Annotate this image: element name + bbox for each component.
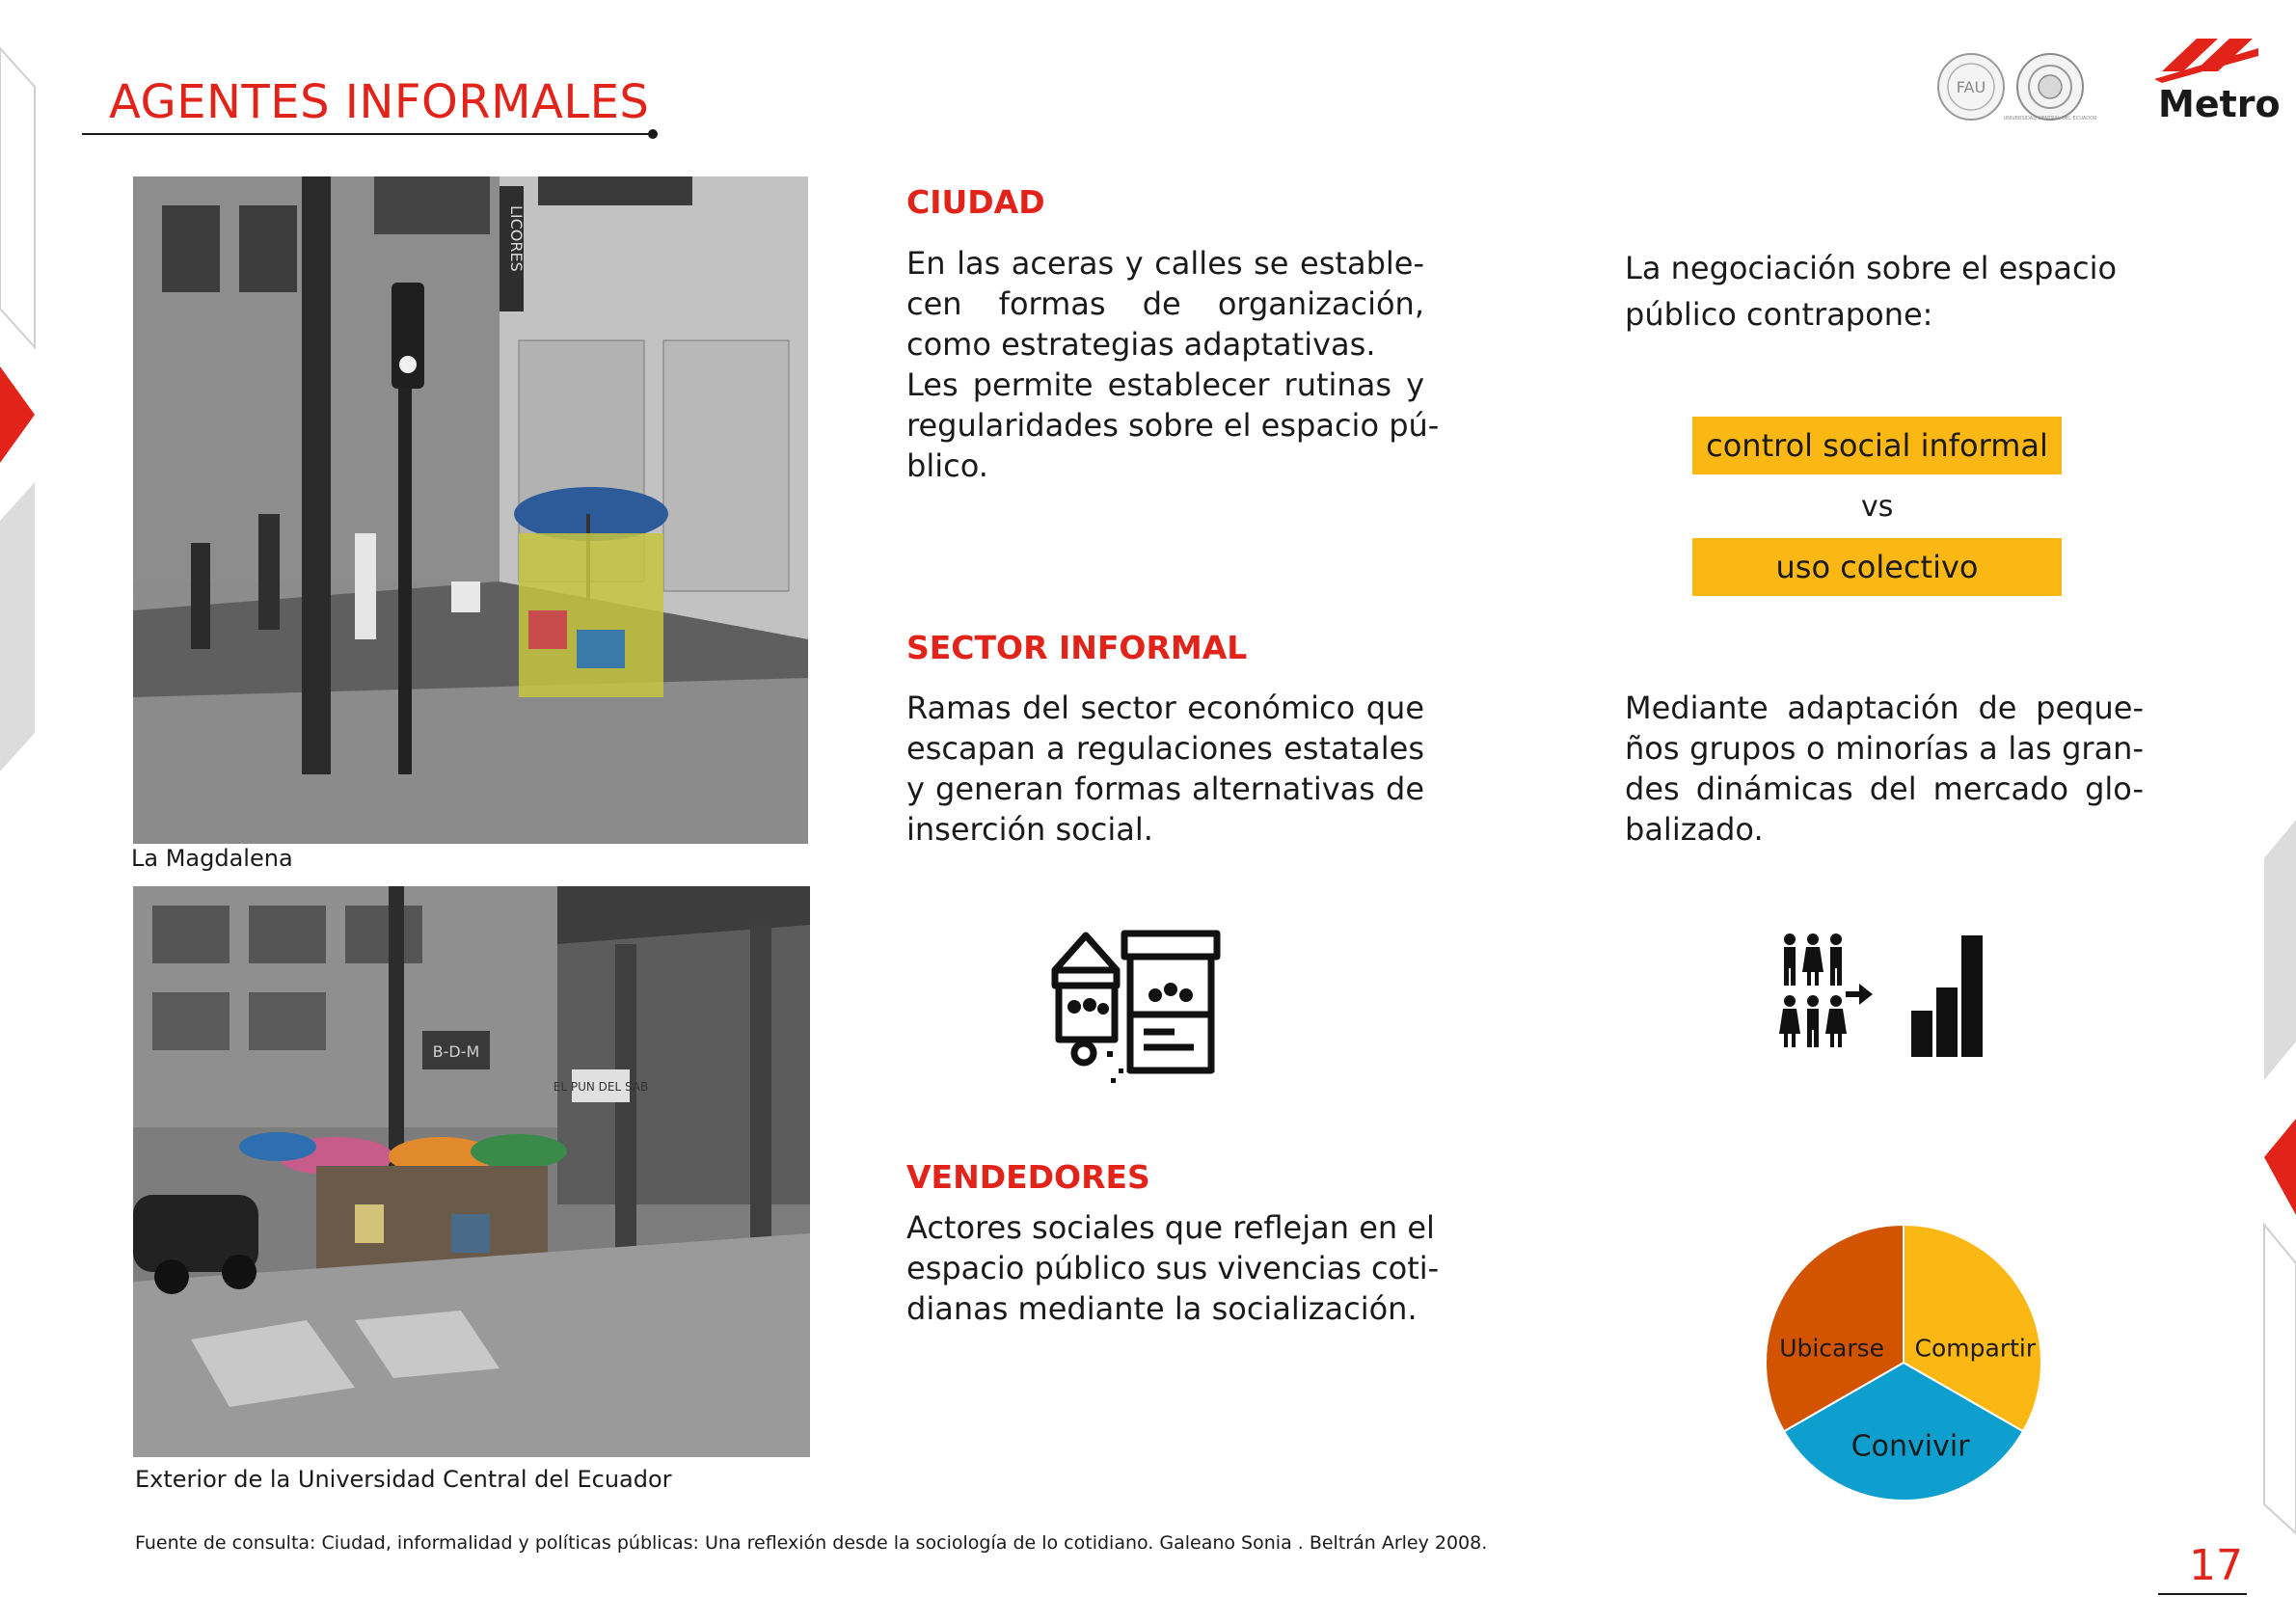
photo-exterior-universidad xyxy=(133,886,810,1457)
text-vendedores-line: Actores sociales que reflejan en el xyxy=(906,1209,1435,1246)
pie-label-ubicarse: Ubicarse xyxy=(1779,1334,1885,1363)
text-sector-line: inserción social. xyxy=(906,811,1153,848)
heading-sector-informal: SECTOR INFORMAL xyxy=(906,629,1248,666)
vs-label: vs xyxy=(1861,490,1894,524)
source-citation: Fuente de consulta: Ciudad, informalidad y políticas públicas: Una reflexión desde la sociología de lo cotidiano. Galeano Sonia . Beltrán Arley 2008. xyxy=(135,1532,1488,1554)
text-vendedores xyxy=(906,1207,1446,1329)
text-mediante-line: ños grupos o minorías a las gran- xyxy=(1625,730,2144,767)
street-scene-illustration xyxy=(133,176,808,844)
university-seal-text: UNIVERSIDAD CENTRAL DEL ECUADOR xyxy=(2003,116,2097,122)
people-growth-icon xyxy=(1780,933,1985,1059)
text-ciudad-line: En las aceras y calles se estable- xyxy=(906,245,1424,282)
text-negociacion-line: La negociación sobre el espacio xyxy=(1625,250,2118,286)
photo-la-magdalena xyxy=(133,176,808,844)
left-edge-decoration xyxy=(0,0,58,791)
right-edge-decoration xyxy=(2256,800,2296,1533)
text-ciudad xyxy=(906,243,1440,486)
page-number: 17 xyxy=(2189,1541,2243,1590)
metro-logo-icon xyxy=(2152,27,2260,85)
bdm-sign-text: B-D-M xyxy=(432,1042,480,1061)
metro-logo-text: Metro xyxy=(2158,83,2281,125)
text-mediante-line: balizado. xyxy=(1625,811,1764,848)
box-uso-colectivo: uso colectivo xyxy=(1692,538,2062,596)
licores-sign-text: LICORES xyxy=(507,205,526,272)
pie-chart xyxy=(1759,1218,2048,1507)
page-title: AGENTES INFORMALES xyxy=(109,75,650,129)
pun-sign-text: EL PUN DEL SAB xyxy=(553,1080,649,1094)
text-ciudad-line: blico. xyxy=(906,447,988,484)
heading-ciudad: CIUDAD xyxy=(906,183,1045,221)
street-corner-illustration xyxy=(133,886,810,1457)
text-sector-line: y generan formas alternativas de xyxy=(906,771,1424,807)
fau-seal xyxy=(1936,52,2006,122)
title-underline-dot xyxy=(648,129,658,139)
text-mediante xyxy=(1625,688,2144,850)
text-mediante-line: Mediante adaptación de peque- xyxy=(1625,690,2144,726)
text-vendedores-line: dianas mediante la socialización. xyxy=(906,1290,1418,1327)
pie-label-compartir: Compartir xyxy=(1914,1334,2037,1363)
text-negociacion xyxy=(1625,245,2165,338)
text-ciudad-line: cen formas de organización, xyxy=(906,285,1424,322)
text-ciudad-line: Les permite establecer rutinas y xyxy=(906,366,1424,403)
photo-caption-exterior: Exterior de la Universidad Central del Ecuador xyxy=(135,1466,672,1493)
text-mediante-line: des dinámicas del mercado glo- xyxy=(1625,771,2144,807)
university-seal xyxy=(2003,52,2097,122)
text-ciudad-line: regularidades sobre el espacio pú- xyxy=(906,407,1440,444)
text-sector-informal xyxy=(906,688,1424,850)
photo-caption-la-magdalena: La Magdalena xyxy=(131,845,293,872)
pie-label-convivir: Convivir xyxy=(1850,1429,1970,1464)
market-stall-icon xyxy=(1049,928,1223,1088)
box-control-social-informal: control social informal xyxy=(1692,417,2062,474)
fau-seal-text: FAU xyxy=(1956,78,1986,96)
text-vendedores-line: espacio público sus vivencias coti- xyxy=(906,1250,1440,1286)
text-sector-line: escapan a regulaciones estatales xyxy=(906,730,1424,767)
text-negociacion-line: público contrapone: xyxy=(1625,296,1933,333)
title-underline xyxy=(82,133,651,135)
text-sector-line: Ramas del sector económico que xyxy=(906,690,1424,726)
page-number-underline xyxy=(2158,1593,2247,1595)
heading-vendedores: VENDEDORES xyxy=(906,1158,1150,1196)
text-ciudad-line: como estrategias adaptativas. xyxy=(906,326,1376,363)
